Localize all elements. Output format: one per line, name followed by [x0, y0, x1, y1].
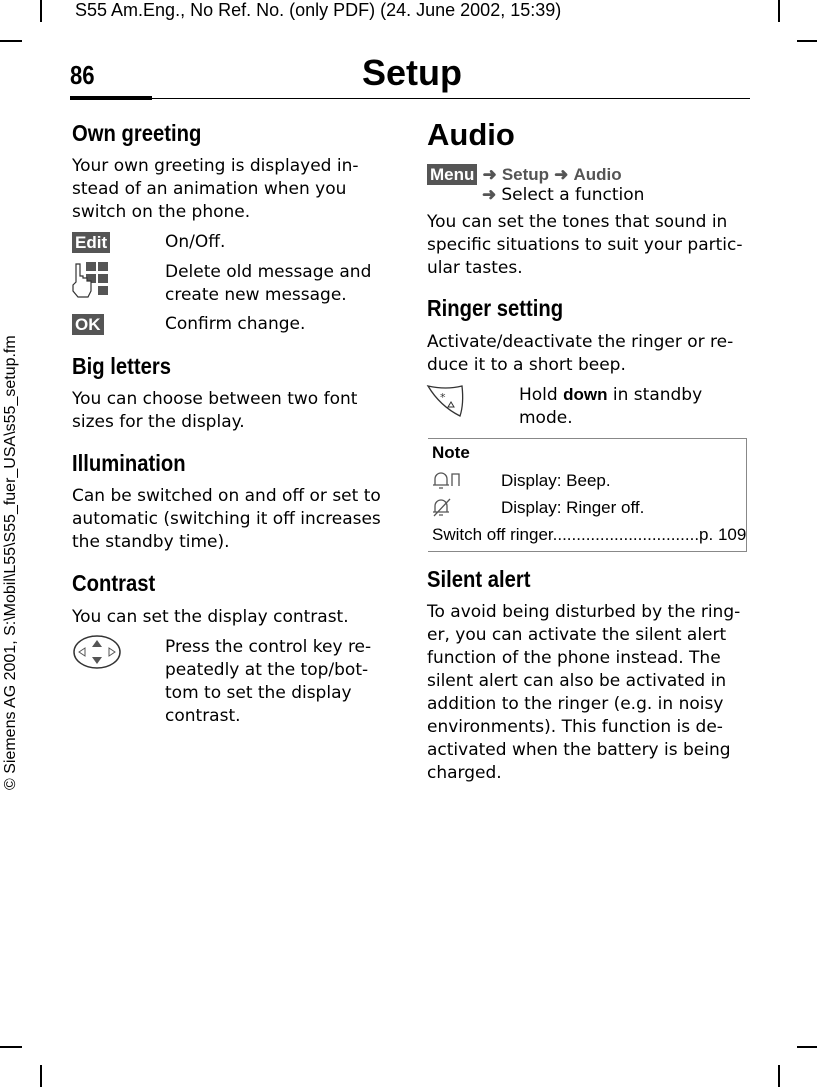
title-rule: [152, 98, 750, 99]
text-line: Press the control key re-: [165, 637, 372, 657]
hold-instruction: [519, 383, 702, 430]
heading-audio: Audio: [427, 117, 515, 152]
crop-mark: [40, 1065, 42, 1087]
heading-ringer-setting: Ringer setting: [427, 295, 564, 321]
ringer-off-icon: [432, 497, 454, 519]
own-greeting-text: [72, 155, 359, 224]
text: Hold: [519, 385, 564, 405]
crop-mark: [40, 0, 42, 22]
menu-path-select: [482, 184, 644, 207]
crop-mark: [0, 40, 22, 42]
text-line: stead of an animation when you: [72, 179, 347, 199]
arrow-icon: ➜: [554, 165, 569, 184]
text-line: duce it to a short beep.: [427, 355, 626, 375]
row-text: [165, 261, 371, 307]
text-line: charged.: [427, 763, 502, 783]
contrast-text: You can set the display contrast.: [72, 607, 349, 627]
text-line: create new message.: [165, 285, 347, 305]
note-box: [428, 438, 747, 552]
note-ringer-off: Display: Ringer off.: [501, 498, 645, 517]
crop-mark: [0, 1046, 22, 1048]
svg-text:*: *: [440, 391, 446, 404]
crop-mark: [797, 40, 817, 42]
menu-key-icon: Menu: [427, 164, 477, 185]
heading-big-letters: Big letters: [72, 353, 171, 379]
text-line: Delete old message and: [165, 262, 372, 282]
text-line: contrast.: [165, 706, 241, 726]
crop-mark: [778, 1065, 780, 1087]
ok-key-icon: OK: [72, 314, 104, 335]
crop-mark: [797, 1046, 817, 1048]
arrow-icon: ➜: [482, 185, 497, 204]
silent-alert-text: [427, 601, 740, 785]
ringer-text: [427, 331, 733, 377]
text-line: You can choose between two font: [72, 389, 358, 409]
text-line: silent alert can also be activated in: [427, 671, 727, 691]
sidebar-copyright: © Siemens AG 2001, S:\Mobil\L55\S55_fuer_USA\s55_setup.fm: [2, 335, 19, 790]
beep-icon: [432, 471, 466, 491]
text-line: environments). This function is de-: [427, 717, 723, 737]
text: in standby: [607, 385, 703, 405]
text-line: automatic (switching it off increases: [72, 509, 381, 529]
text-line: switch on the phone.: [72, 202, 251, 222]
text-line: mode.: [519, 408, 573, 428]
text-line: Your own greeting is displayed in-: [72, 156, 359, 176]
select-function: Select a function: [501, 185, 645, 205]
menu-path: [427, 164, 622, 185]
text-line: addition to the ringer (e.g. in noisy: [427, 694, 724, 714]
big-letters-text: [72, 388, 357, 434]
text-line: activated when the battery is being: [427, 740, 731, 760]
heading-own-greeting: Own greeting: [72, 120, 202, 146]
note-title: Note: [432, 443, 470, 462]
contrast-instructions: [165, 636, 371, 728]
page-title: Setup: [362, 52, 463, 93]
text-line: specific situations to suit your partic-: [427, 235, 743, 255]
text-line: Activate/deactivate the ringer or re-: [427, 332, 734, 352]
heading-silent-alert: Silent alert: [427, 566, 531, 592]
text-line: [519, 383, 702, 407]
text-line: You can set the tones that sound in: [427, 212, 728, 232]
text-line: Can be switched on and off or set to: [72, 486, 381, 506]
note-beep: Display: Beep.: [501, 471, 611, 490]
audio-text: [427, 211, 743, 280]
page-number: 86: [70, 60, 95, 90]
illumination-text: [72, 485, 381, 554]
bold-text: down: [563, 385, 608, 404]
star-key-icon: [426, 382, 466, 418]
text-line: function of the phone instead. The: [427, 648, 721, 668]
text-line: tom to set the display: [165, 683, 352, 703]
text-line: sizes for the display.: [72, 412, 245, 432]
row-text: Confirm change.: [165, 314, 306, 334]
text-line: To avoid being disturbed by the ring-: [427, 602, 741, 622]
control-key-icon: [72, 634, 122, 670]
crop-mark: [778, 0, 780, 22]
heading-illumination: Illumination: [72, 450, 186, 476]
note-reference-link[interactable]: Switch off ringer...............................p. 109: [432, 525, 747, 544]
text-line: the standby time).: [72, 532, 230, 552]
keypad-icon: [72, 262, 110, 298]
edit-key-icon: Edit: [72, 232, 110, 253]
print-header: S55 Am.Eng., No Ref. No. (only PDF) (24. June 2002, 15:39): [75, 0, 562, 20]
path-setup: Setup: [501, 165, 550, 184]
text-line: ular tastes.: [427, 258, 523, 278]
text-line: er, you can activate the silent alert: [427, 625, 727, 645]
title-rule-thick: [70, 96, 152, 100]
text-line: peatedly at the top/bot-: [165, 660, 369, 680]
heading-contrast: Contrast: [72, 570, 156, 596]
arrow-icon: ➜: [482, 165, 497, 184]
path-audio: Audio: [573, 165, 622, 184]
row-text: On/Off.: [165, 232, 226, 252]
